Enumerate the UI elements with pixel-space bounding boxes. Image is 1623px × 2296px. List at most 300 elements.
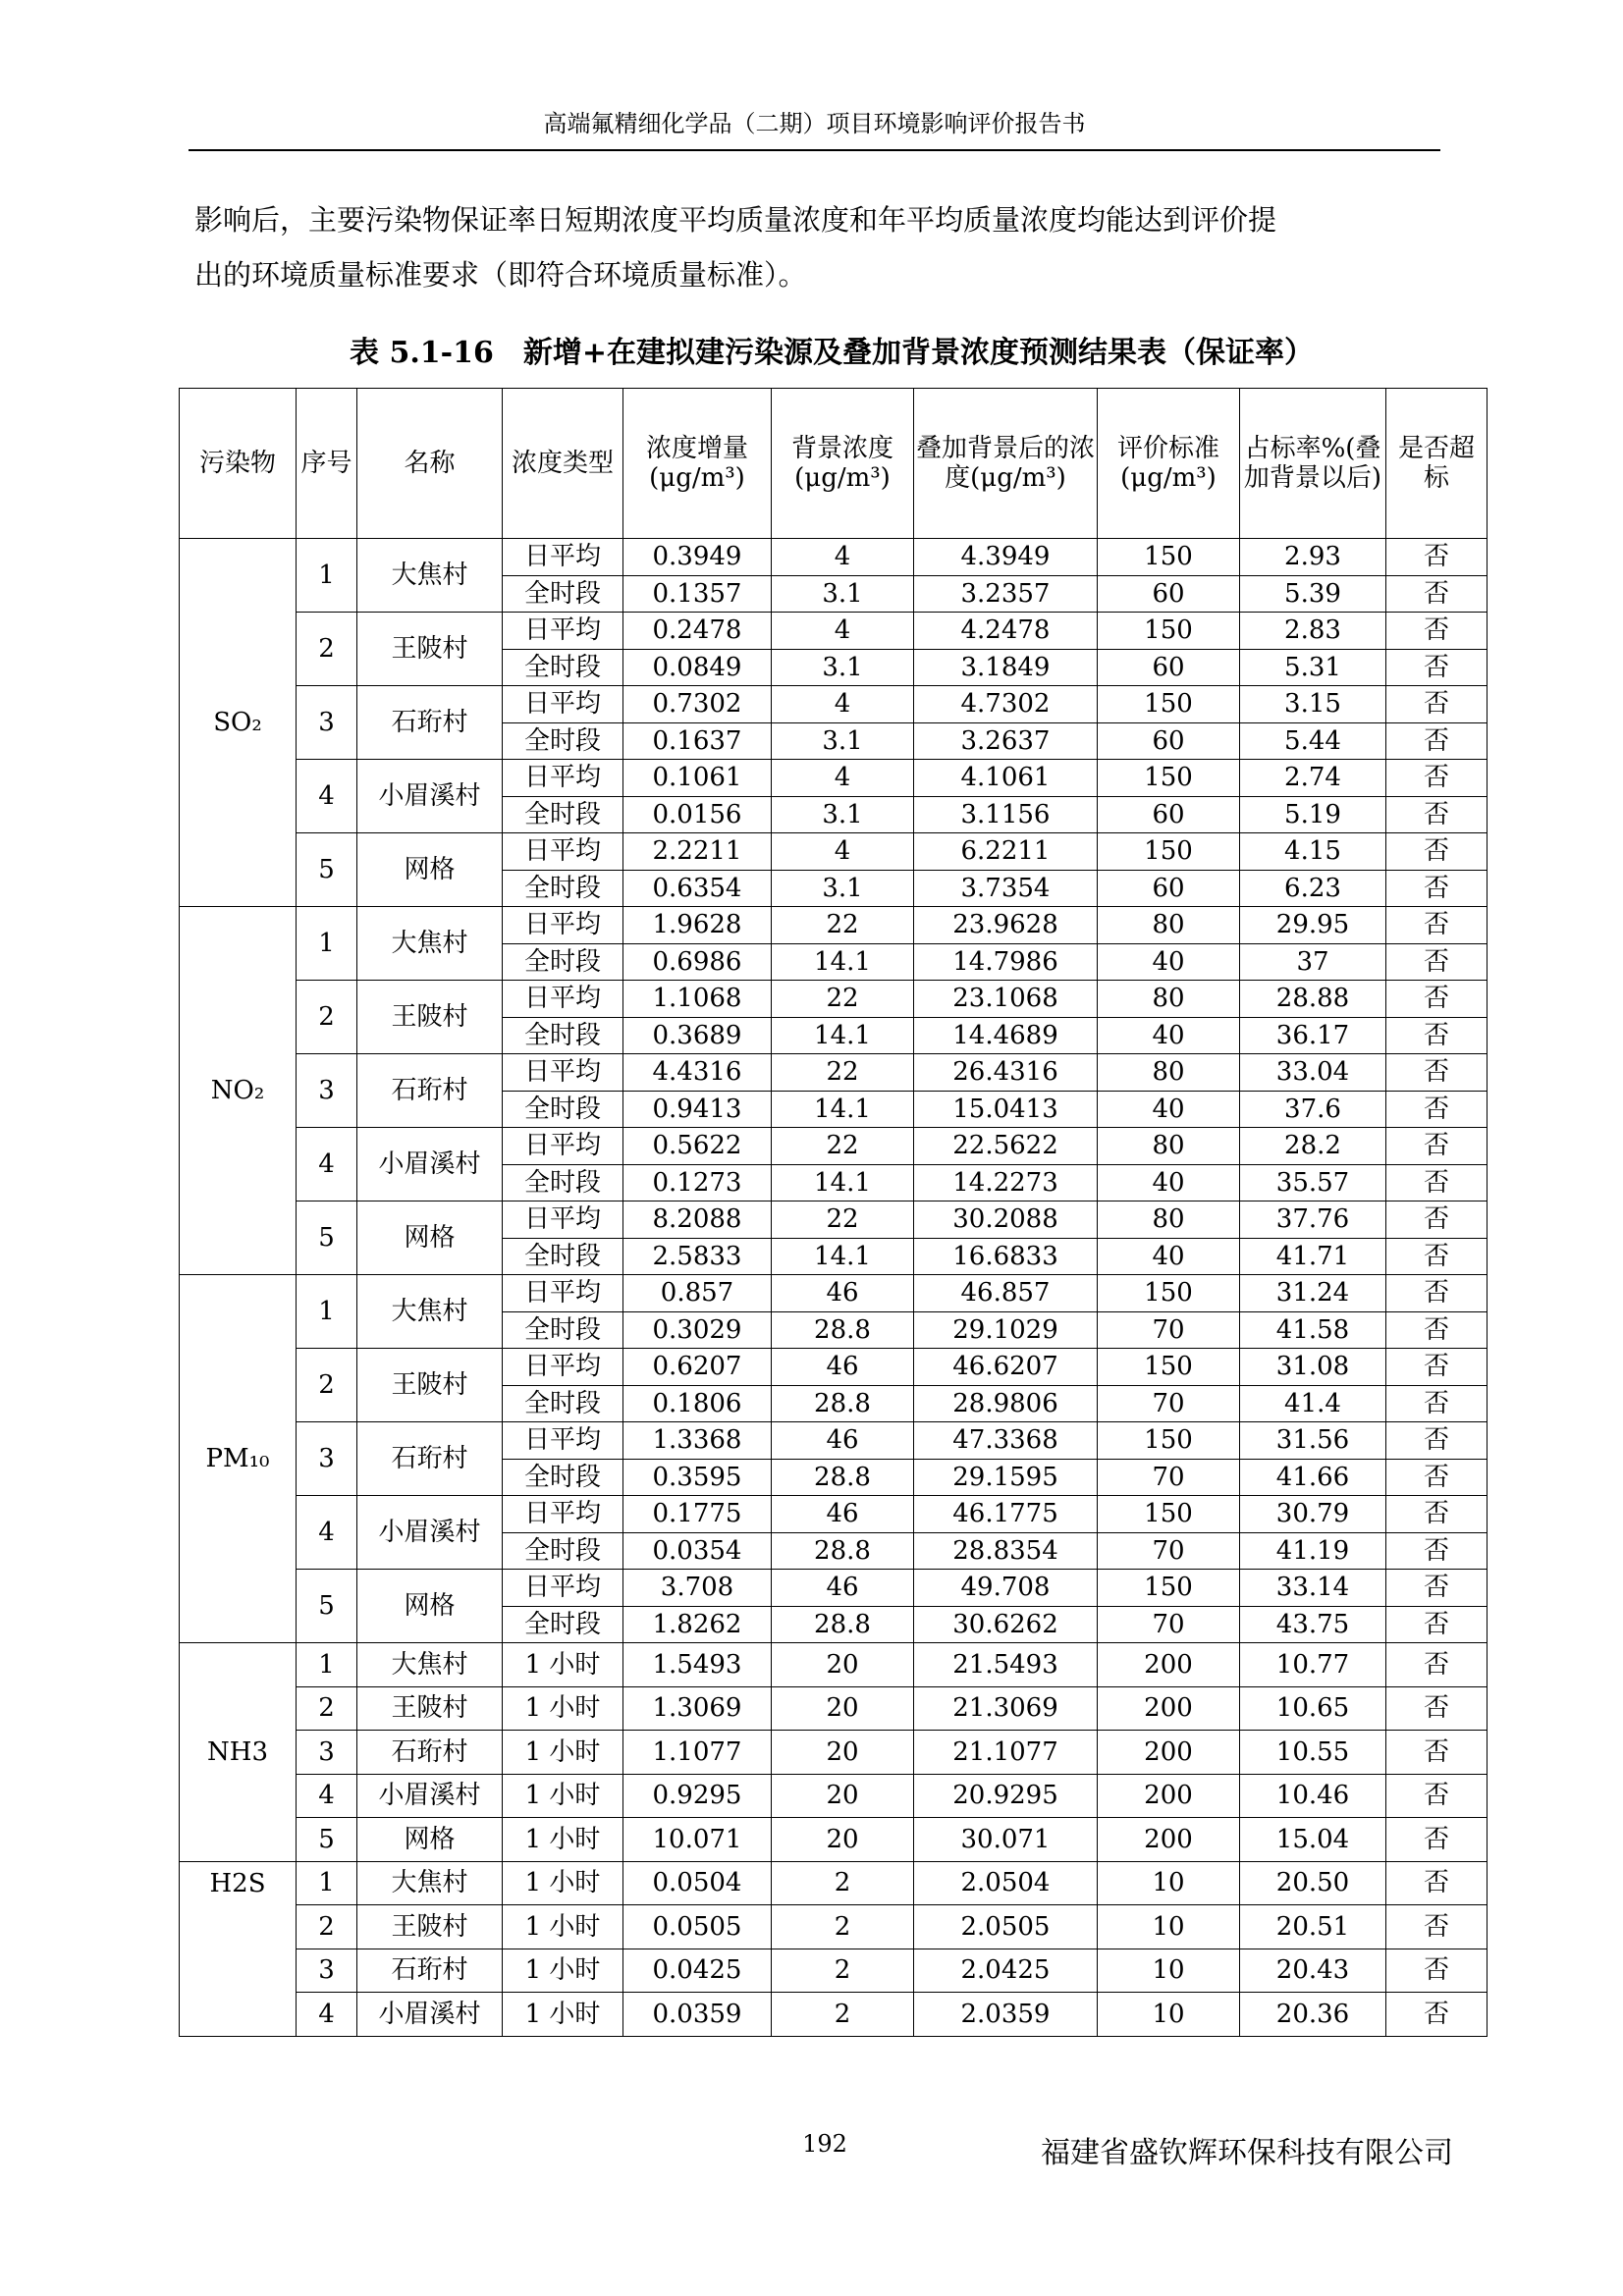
concentration-type-cell: 日平均 <box>503 907 623 944</box>
site-number-cell: 1 <box>297 907 357 981</box>
site-name-cell: 网格 <box>357 1570 503 1643</box>
header-standard: 评价标准(μg/m³) <box>1098 389 1240 539</box>
superimposed-cell: 28.8354 <box>914 1532 1098 1570</box>
ratio-cell: 20.51 <box>1240 1905 1386 1949</box>
increment-cell: 0.1273 <box>623 1164 772 1201</box>
background-cell: 3.1 <box>772 575 914 613</box>
ratio-cell: 15.04 <box>1240 1818 1386 1862</box>
site-name-cell: 小眉溪村 <box>357 1774 503 1818</box>
header-background: 背景浓度(μg/m³) <box>772 389 914 539</box>
concentration-type-cell: 全时段 <box>503 1606 623 1643</box>
pollutant-cell: SO₂ <box>180 539 297 907</box>
concentration-type-cell: 全时段 <box>503 943 623 981</box>
concentration-type-cell: 1 小时 <box>503 1905 623 1949</box>
increment-cell: 0.2478 <box>623 613 772 650</box>
background-cell: 46 <box>772 1422 914 1460</box>
superimposed-cell: 30.071 <box>914 1818 1098 1862</box>
background-cell: 2 <box>772 1861 914 1905</box>
exceed-cell: 否 <box>1386 1774 1488 1818</box>
standard-cell: 70 <box>1098 1385 1240 1422</box>
exceed-cell: 否 <box>1386 1311 1488 1349</box>
standard-cell: 60 <box>1098 796 1240 833</box>
site-name-cell: 小眉溪村 <box>357 1496 503 1570</box>
ratio-cell: 10.65 <box>1240 1686 1386 1731</box>
superimposed-cell: 2.0504 <box>914 1861 1098 1905</box>
superimposed-cell: 4.1061 <box>914 760 1098 797</box>
standard-cell: 10 <box>1098 1949 1240 1993</box>
background-cell: 4 <box>772 539 914 576</box>
exceed-cell: 否 <box>1386 1459 1488 1496</box>
body-text <box>194 192 1441 302</box>
increment-cell: 0.1357 <box>623 575 772 613</box>
site-name-cell: 大焦村 <box>357 907 503 981</box>
background-cell: 4 <box>772 686 914 723</box>
standard-cell: 40 <box>1098 1238 1240 1275</box>
standard-cell: 150 <box>1098 1275 1240 1312</box>
concentration-type-cell: 日平均 <box>503 833 623 871</box>
exceed-cell: 否 <box>1386 1905 1488 1949</box>
concentration-type-cell: 全时段 <box>503 1459 623 1496</box>
exceed-cell: 否 <box>1386 649 1488 686</box>
ratio-cell: 20.43 <box>1240 1949 1386 1993</box>
background-cell: 28.8 <box>772 1311 914 1349</box>
superimposed-cell: 30.2088 <box>914 1201 1098 1239</box>
superimposed-cell: 4.2478 <box>914 613 1098 650</box>
site-name-cell: 小眉溪村 <box>357 1128 503 1201</box>
increment-cell: 0.0849 <box>623 649 772 686</box>
standard-cell: 200 <box>1098 1643 1240 1687</box>
exceed-cell: 否 <box>1386 1570 1488 1607</box>
superimposed-cell: 22.5622 <box>914 1128 1098 1165</box>
superimposed-cell: 47.3368 <box>914 1422 1098 1460</box>
ratio-cell: 5.31 <box>1240 649 1386 686</box>
background-cell: 4 <box>772 833 914 871</box>
superimposed-cell: 14.7986 <box>914 943 1098 981</box>
background-cell: 28.8 <box>772 1385 914 1422</box>
table-row <box>180 760 1488 797</box>
header-pollutant: 污染物 <box>180 389 297 539</box>
concentration-type-cell: 全时段 <box>503 1311 623 1349</box>
background-cell: 22 <box>772 907 914 944</box>
site-name-cell: 大焦村 <box>357 1643 503 1687</box>
concentration-type-cell: 全时段 <box>503 1164 623 1201</box>
table-row <box>180 1054 1488 1092</box>
header-concentration-type: 浓度类型 <box>503 389 623 539</box>
exceed-cell: 否 <box>1386 575 1488 613</box>
site-name-cell: 石珩村 <box>357 1422 503 1496</box>
background-cell: 46 <box>772 1275 914 1312</box>
standard-cell: 150 <box>1098 833 1240 871</box>
site-name-cell: 王陂村 <box>357 1905 503 1949</box>
page-header <box>189 106 1440 151</box>
standard-cell: 60 <box>1098 649 1240 686</box>
superimposed-cell: 30.6262 <box>914 1606 1098 1643</box>
superimposed-cell: 46.857 <box>914 1275 1098 1312</box>
exceed-cell: 否 <box>1386 1054 1488 1092</box>
increment-cell: 0.3029 <box>623 1311 772 1349</box>
standard-cell: 150 <box>1098 1570 1240 1607</box>
standard-cell: 150 <box>1098 1349 1240 1386</box>
site-number-cell: 2 <box>297 1349 357 1422</box>
site-number-cell: 3 <box>297 686 357 760</box>
increment-cell: 0.0505 <box>623 1905 772 1949</box>
ratio-cell: 31.56 <box>1240 1422 1386 1460</box>
company-name: 福建省盛钦辉环保科技有限公司 <box>1041 2136 1453 2170</box>
concentration-type-cell: 日平均 <box>503 613 623 650</box>
table-row <box>180 1818 1488 1862</box>
site-number-cell: 3 <box>297 1731 357 1775</box>
exceed-cell: 否 <box>1386 1201 1488 1239</box>
ratio-cell: 28.2 <box>1240 1128 1386 1165</box>
increment-cell: 0.9413 <box>623 1091 772 1128</box>
site-number-cell: 4 <box>297 1774 357 1818</box>
ratio-cell: 10.46 <box>1240 1774 1386 1818</box>
background-cell: 20 <box>772 1731 914 1775</box>
concentration-type-cell: 1 小时 <box>503 1731 623 1775</box>
site-name-cell: 石珩村 <box>357 686 503 760</box>
table-row <box>180 907 1488 944</box>
ratio-cell: 28.88 <box>1240 981 1386 1018</box>
site-number-cell: 1 <box>297 1861 357 1905</box>
background-cell: 4 <box>772 760 914 797</box>
background-cell: 3.1 <box>772 870 914 907</box>
concentration-type-cell: 日平均 <box>503 1054 623 1092</box>
background-cell: 20 <box>772 1686 914 1731</box>
table-row <box>180 833 1488 871</box>
exceed-cell: 否 <box>1386 1385 1488 1422</box>
background-cell: 20 <box>772 1818 914 1862</box>
site-name-cell: 大焦村 <box>357 1861 503 1905</box>
concentration-type-cell: 全时段 <box>503 1017 623 1054</box>
exceed-cell: 否 <box>1386 1017 1488 1054</box>
standard-cell: 10 <box>1098 1905 1240 1949</box>
concentration-type-cell: 全时段 <box>503 870 623 907</box>
background-cell: 46 <box>772 1570 914 1607</box>
site-name-cell: 大焦村 <box>357 539 503 613</box>
ratio-cell: 37 <box>1240 943 1386 981</box>
increment-cell: 1.5493 <box>623 1643 772 1687</box>
standard-cell: 80 <box>1098 1201 1240 1239</box>
table-header-row <box>180 389 1488 539</box>
table-row <box>180 1275 1488 1312</box>
exceed-cell: 否 <box>1386 760 1488 797</box>
superimposed-cell: 3.2637 <box>914 722 1098 760</box>
site-number-cell: 3 <box>297 1422 357 1496</box>
standard-cell: 70 <box>1098 1459 1240 1496</box>
site-number-cell: 1 <box>297 1275 357 1349</box>
standard-cell: 70 <box>1098 1606 1240 1643</box>
increment-cell: 0.1775 <box>623 1496 772 1533</box>
concentration-type-cell: 1 小时 <box>503 1949 623 1993</box>
standard-cell: 200 <box>1098 1731 1240 1775</box>
increment-cell: 0.9295 <box>623 1774 772 1818</box>
exceed-cell: 否 <box>1386 981 1488 1018</box>
increment-cell: 2.2211 <box>623 833 772 871</box>
increment-cell: 1.3368 <box>623 1422 772 1460</box>
exceed-cell: 否 <box>1386 1686 1488 1731</box>
background-cell: 28.8 <box>772 1606 914 1643</box>
superimposed-cell: 3.2357 <box>914 575 1098 613</box>
exceed-cell: 否 <box>1386 1731 1488 1775</box>
background-cell: 46 <box>772 1496 914 1533</box>
site-number-cell: 4 <box>297 1496 357 1570</box>
ratio-cell: 10.77 <box>1240 1643 1386 1687</box>
site-number-cell: 5 <box>297 1818 357 1862</box>
background-cell: 2 <box>772 1949 914 1993</box>
increment-cell: 0.0359 <box>623 1993 772 2037</box>
results-table <box>179 388 1488 2037</box>
concentration-type-cell: 日平均 <box>503 686 623 723</box>
table-row <box>180 1949 1488 1993</box>
table-row <box>180 1128 1488 1165</box>
concentration-type-cell: 全时段 <box>503 1238 623 1275</box>
superimposed-cell: 21.3069 <box>914 1686 1098 1731</box>
standard-cell: 150 <box>1098 686 1240 723</box>
site-number-cell: 1 <box>297 539 357 613</box>
table-row <box>180 1731 1488 1775</box>
background-cell: 28.8 <box>772 1532 914 1570</box>
header-increment: 浓度增量(μg/m³) <box>623 389 772 539</box>
background-cell: 20 <box>772 1774 914 1818</box>
superimposed-cell: 3.1156 <box>914 796 1098 833</box>
standard-cell: 200 <box>1098 1818 1240 1862</box>
ratio-cell: 5.44 <box>1240 722 1386 760</box>
standard-cell: 200 <box>1098 1686 1240 1731</box>
background-cell: 28.8 <box>772 1459 914 1496</box>
background-cell: 14.1 <box>772 1091 914 1128</box>
exceed-cell: 否 <box>1386 1422 1488 1460</box>
superimposed-cell: 6.2211 <box>914 833 1098 871</box>
table-row <box>180 1349 1488 1386</box>
increment-cell: 0.0504 <box>623 1861 772 1905</box>
superimposed-cell: 21.5493 <box>914 1643 1098 1687</box>
ratio-cell: 41.58 <box>1240 1311 1386 1349</box>
table-row <box>180 1861 1488 1905</box>
site-name-cell: 网格 <box>357 833 503 907</box>
superimposed-cell: 15.0413 <box>914 1091 1098 1128</box>
standard-cell: 80 <box>1098 1128 1240 1165</box>
background-cell: 14.1 <box>772 1238 914 1275</box>
ratio-cell: 41.4 <box>1240 1385 1386 1422</box>
exceed-cell: 否 <box>1386 1818 1488 1862</box>
exceed-cell: 否 <box>1386 722 1488 760</box>
body-paragraph-line: 影响后，主要污染物保证率日短期浓度平均质量浓度和年平均质量浓度均能达到评价提 <box>194 203 1277 237</box>
background-cell: 20 <box>772 1643 914 1687</box>
increment-cell: 10.071 <box>623 1818 772 1862</box>
concentration-type-cell: 日平均 <box>503 1201 623 1239</box>
exceed-cell: 否 <box>1386 686 1488 723</box>
exceed-cell: 否 <box>1386 1128 1488 1165</box>
standard-cell: 150 <box>1098 1496 1240 1533</box>
ratio-cell: 5.19 <box>1240 796 1386 833</box>
ratio-cell: 2.74 <box>1240 760 1386 797</box>
superimposed-cell: 20.9295 <box>914 1774 1098 1818</box>
superimposed-cell: 2.0425 <box>914 1949 1098 1993</box>
increment-cell: 0.857 <box>623 1275 772 1312</box>
increment-cell: 2.5833 <box>623 1238 772 1275</box>
ratio-cell: 31.08 <box>1240 1349 1386 1386</box>
ratio-cell: 41.71 <box>1240 1238 1386 1275</box>
table-row <box>180 1201 1488 1239</box>
table-row <box>180 1905 1488 1949</box>
pollutant-cell: NH3 <box>180 1643 297 1862</box>
site-number-cell: 2 <box>297 1686 357 1731</box>
concentration-type-cell: 日平均 <box>503 1570 623 1607</box>
superimposed-cell: 23.9628 <box>914 907 1098 944</box>
concentration-type-cell: 日平均 <box>503 539 623 576</box>
ratio-cell: 31.24 <box>1240 1275 1386 1312</box>
ratio-cell: 29.95 <box>1240 907 1386 944</box>
standard-cell: 40 <box>1098 1091 1240 1128</box>
standard-cell: 10 <box>1098 1861 1240 1905</box>
exceed-cell: 否 <box>1386 907 1488 944</box>
site-name-cell: 石珩村 <box>357 1731 503 1775</box>
table-title: 表 5.1-16 新增+在建拟建污染源及叠加背景浓度预测结果表（保证率） <box>350 336 1314 370</box>
superimposed-cell: 3.1849 <box>914 649 1098 686</box>
increment-cell: 8.2088 <box>623 1201 772 1239</box>
standard-cell: 80 <box>1098 1054 1240 1092</box>
superimposed-cell: 46.6207 <box>914 1349 1098 1386</box>
table-row <box>180 1643 1488 1687</box>
site-name-cell: 网格 <box>357 1201 503 1275</box>
page-number: 192 <box>802 2130 847 2158</box>
exceed-cell: 否 <box>1386 1496 1488 1533</box>
standard-cell: 70 <box>1098 1311 1240 1349</box>
superimposed-cell: 23.1068 <box>914 981 1098 1018</box>
superimposed-cell: 14.4689 <box>914 1017 1098 1054</box>
site-name-cell: 王陂村 <box>357 613 503 686</box>
exceed-cell: 否 <box>1386 613 1488 650</box>
concentration-type-cell: 全时段 <box>503 796 623 833</box>
concentration-type-cell: 日平均 <box>503 1349 623 1386</box>
standard-cell: 80 <box>1098 981 1240 1018</box>
ratio-cell: 5.39 <box>1240 575 1386 613</box>
increment-cell: 0.0425 <box>623 1949 772 1993</box>
exceed-cell: 否 <box>1386 943 1488 981</box>
pollutant-cell: NO₂ <box>180 907 297 1275</box>
site-name-cell: 石珩村 <box>357 1949 503 1993</box>
increment-cell: 1.8262 <box>623 1606 772 1643</box>
ratio-cell: 35.57 <box>1240 1164 1386 1201</box>
site-number-cell: 5 <box>297 1201 357 1275</box>
site-number-cell: 5 <box>297 833 357 907</box>
exceed-cell: 否 <box>1386 833 1488 871</box>
increment-cell: 0.3949 <box>623 539 772 576</box>
superimposed-cell: 4.3949 <box>914 539 1098 576</box>
ratio-cell: 37.76 <box>1240 1201 1386 1239</box>
exceed-cell: 否 <box>1386 1606 1488 1643</box>
table-row <box>180 1774 1488 1818</box>
site-number-cell: 2 <box>297 613 357 686</box>
site-name-cell: 小眉溪村 <box>357 1993 503 2037</box>
header-superimposed: 叠加背景后的浓度(μg/m³) <box>914 389 1098 539</box>
background-cell: 22 <box>772 981 914 1018</box>
table-body <box>180 539 1488 2037</box>
site-name-cell: 石珩村 <box>357 1054 503 1128</box>
ratio-cell: 6.23 <box>1240 870 1386 907</box>
increment-cell: 1.1077 <box>623 1731 772 1775</box>
ratio-cell: 43.75 <box>1240 1606 1386 1643</box>
concentration-type-cell: 全时段 <box>503 1091 623 1128</box>
ratio-cell: 4.15 <box>1240 833 1386 871</box>
increment-cell: 0.3689 <box>623 1017 772 1054</box>
standard-cell: 40 <box>1098 1164 1240 1201</box>
exceed-cell: 否 <box>1386 1164 1488 1201</box>
table-row <box>180 613 1488 650</box>
superimposed-cell: 4.7302 <box>914 686 1098 723</box>
standard-cell: 60 <box>1098 870 1240 907</box>
table-row <box>180 1570 1488 1607</box>
concentration-type-cell: 日平均 <box>503 981 623 1018</box>
standard-cell: 150 <box>1098 1422 1240 1460</box>
superimposed-cell: 28.9806 <box>914 1385 1098 1422</box>
exceed-cell: 否 <box>1386 1349 1488 1386</box>
superimposed-cell: 49.708 <box>914 1570 1098 1607</box>
exceed-cell: 否 <box>1386 1993 1488 2037</box>
concentration-type-cell: 1 小时 <box>503 1993 623 2037</box>
increment-cell: 0.7302 <box>623 686 772 723</box>
exceed-cell: 否 <box>1386 1532 1488 1570</box>
background-cell: 2 <box>772 1905 914 1949</box>
superimposed-cell: 29.1595 <box>914 1459 1098 1496</box>
table-row <box>180 1686 1488 1731</box>
concentration-type-cell: 全时段 <box>503 722 623 760</box>
concentration-type-cell: 日平均 <box>503 1128 623 1165</box>
concentration-type-cell: 日平均 <box>503 760 623 797</box>
ratio-cell: 2.93 <box>1240 539 1386 576</box>
background-cell: 46 <box>772 1349 914 1386</box>
superimposed-cell: 26.4316 <box>914 1054 1098 1092</box>
exceed-cell: 否 <box>1386 1091 1488 1128</box>
superimposed-cell: 21.1077 <box>914 1731 1098 1775</box>
concentration-type-cell: 全时段 <box>503 1385 623 1422</box>
site-name-cell: 王陂村 <box>357 1686 503 1731</box>
table-row <box>180 981 1488 1018</box>
table-row <box>180 1993 1488 2037</box>
ratio-cell: 33.04 <box>1240 1054 1386 1092</box>
background-cell: 22 <box>772 1201 914 1239</box>
header-exceed: 是否超标 <box>1386 389 1488 539</box>
background-cell: 22 <box>772 1128 914 1165</box>
increment-cell: 0.1637 <box>623 722 772 760</box>
concentration-type-cell: 日平均 <box>503 1422 623 1460</box>
pollutant-cell: PM₁₀ <box>180 1275 297 1643</box>
pollutant-cell: H2S <box>180 1861 297 2036</box>
document-title: 高端氟精细化学品（二期）项目环境影响评价报告书 <box>543 110 1086 137</box>
ratio-cell: 41.66 <box>1240 1459 1386 1496</box>
increment-cell: 0.5622 <box>623 1128 772 1165</box>
exceed-cell: 否 <box>1386 1238 1488 1275</box>
increment-cell: 1.9628 <box>623 907 772 944</box>
ratio-cell: 20.50 <box>1240 1861 1386 1905</box>
superimposed-cell: 2.0359 <box>914 1993 1098 2037</box>
site-name-cell: 王陂村 <box>357 981 503 1054</box>
superimposed-cell: 3.7354 <box>914 870 1098 907</box>
exceed-cell: 否 <box>1386 539 1488 576</box>
table-row <box>180 1422 1488 1460</box>
ratio-cell: 2.83 <box>1240 613 1386 650</box>
concentration-type-cell: 日平均 <box>503 1275 623 1312</box>
standard-cell: 150 <box>1098 613 1240 650</box>
superimposed-cell: 14.2273 <box>914 1164 1098 1201</box>
background-cell: 3.1 <box>772 722 914 760</box>
ratio-cell: 37.6 <box>1240 1091 1386 1128</box>
increment-cell: 0.6986 <box>623 943 772 981</box>
background-cell: 14.1 <box>772 1164 914 1201</box>
standard-cell: 60 <box>1098 575 1240 613</box>
background-cell: 3.1 <box>772 649 914 686</box>
body-paragraph-line: 出的环境质量标准要求（即符合环境质量标准）。 <box>194 258 807 292</box>
